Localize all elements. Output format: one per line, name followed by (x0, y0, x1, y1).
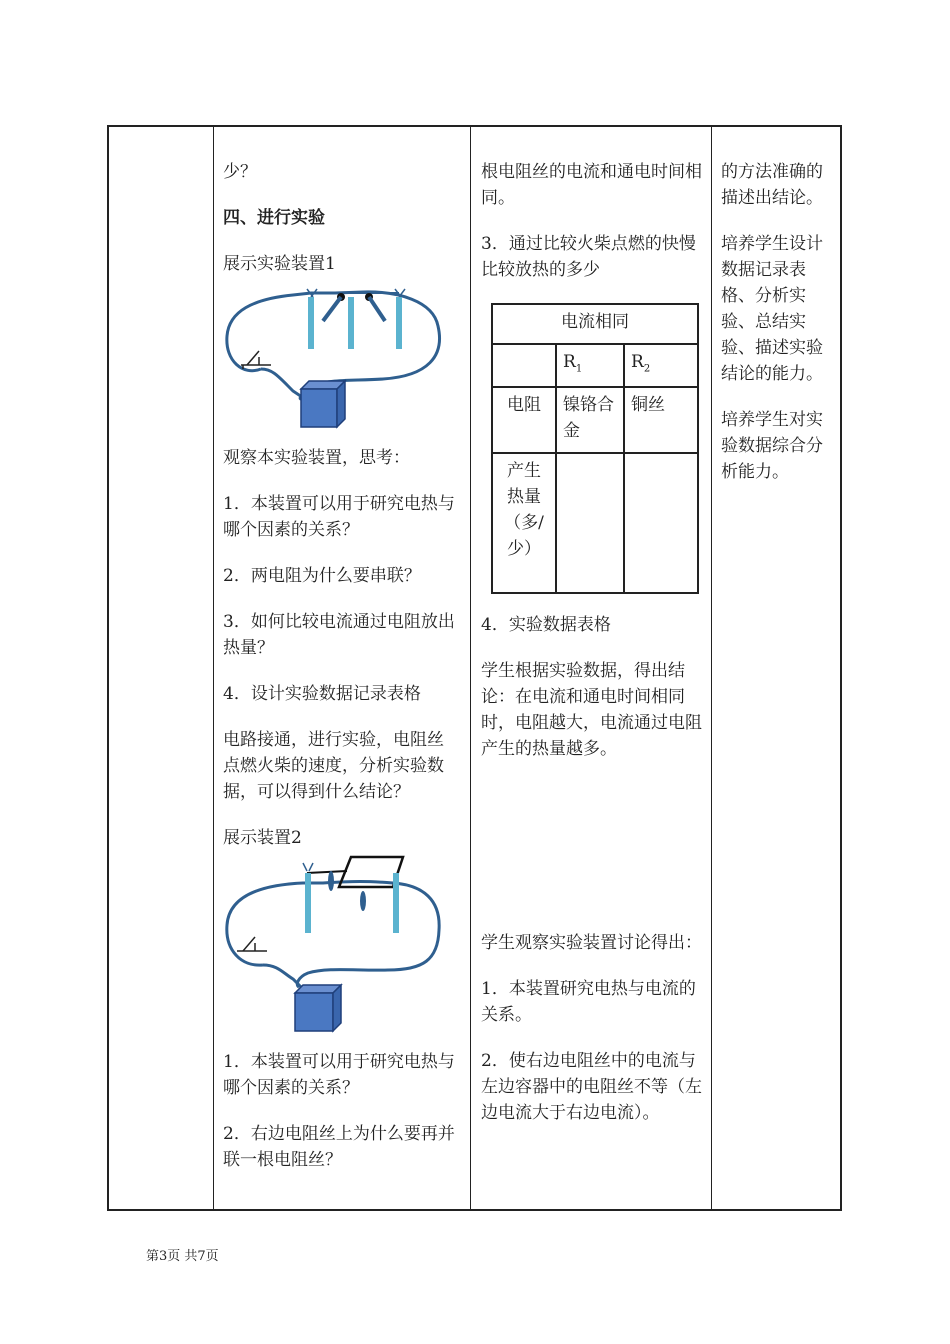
table-cell (556, 453, 624, 593)
clip-mark (303, 863, 307, 871)
apparatus-1-diagram (223, 281, 445, 431)
text-fragment: 少？ (223, 162, 257, 182)
r1-label: R (563, 352, 576, 372)
point-3: 3．通过比较火柴点燃的快慢比较放热的多少 (481, 234, 696, 280)
resistance-wire-rod (308, 297, 314, 349)
resistance-wire-rod (396, 297, 402, 349)
observe-text: 观察本实验装置，思考： (223, 448, 410, 468)
intent-1: 培养学生设计数据记录表格、分析实验、总结实验、描述实验结论的能力。 (721, 234, 823, 384)
answer-2: 2．使右边电阻丝中的电流与左边容器中的电阻丝不等（左边电流大于右边电流）。 (481, 1051, 702, 1124)
table-col-r2 (624, 344, 698, 387)
r1-subscript: 1 (575, 363, 583, 375)
intent-2: 培养学生对实验数据综合分析能力。 (721, 410, 823, 482)
match-stick (323, 297, 341, 321)
battery-box (295, 993, 333, 1031)
resistance-wire-rod (393, 873, 399, 933)
question-1: 1．本装置可以用于研究电热与哪个因素的关系？ (223, 494, 455, 540)
show-apparatus-1: 展示实验装置1 (223, 254, 336, 274)
battery-box-side (333, 985, 341, 1031)
clip-mark (309, 863, 313, 871)
section-heading: 四、进行实验 (223, 208, 325, 228)
battery-box-side (337, 381, 345, 427)
wire (261, 369, 305, 399)
question-3: 3．如何比较电流通过电阻放出热量？ (223, 612, 455, 658)
design-intent-cell (713, 127, 841, 1209)
question-2-1: 1．本装置可以用于研究电热与哪个因素的关系？ (223, 1052, 455, 1098)
resistance-wire-rod (348, 297, 354, 349)
r2-subscript: 2 (643, 363, 651, 375)
wire (227, 882, 439, 988)
cell-copper: 铜丝 (624, 387, 698, 453)
text-fragment: 的方法准确的描述出结论。 (721, 162, 823, 208)
spacer (481, 782, 707, 930)
switch-lever (243, 937, 255, 951)
page-footer: 第3页 共7页 (146, 1249, 219, 1264)
table-cell (492, 344, 556, 387)
match-stick (328, 871, 334, 891)
table-col-r1 (556, 344, 624, 387)
match-stick (360, 891, 366, 911)
question-2-2: 2．右边电阻丝上为什么要再并联一根电阻丝？ (223, 1124, 455, 1170)
wire (263, 965, 301, 987)
point-4: 4．实验数据表格 (481, 615, 611, 636)
column-divider (470, 127, 471, 1209)
connect-text: 电路接通，进行实验，电阻丝点燃火柴的速度，分析实验数据，可以得到什么结论？ (223, 730, 444, 802)
r2-label: R (631, 352, 644, 372)
record-table (491, 303, 699, 594)
resistance-wire-rod (305, 873, 311, 933)
row-label-heat: 产生热量（多/少） (492, 453, 556, 593)
wire (307, 871, 347, 873)
table-header: 电流相同 (492, 304, 698, 344)
column-divider (213, 127, 214, 1209)
conclusion-text: 学生根据实验数据，得出结论：在电流和通电时间相同时，电阻越大，电流通过电阻产生的热量越多。 (481, 661, 702, 760)
battery-box (301, 389, 337, 427)
student-activity-cell (473, 127, 711, 1209)
show-apparatus-2: 展示装置2 (223, 828, 302, 848)
table-cell (624, 453, 698, 593)
question-4: 4．设计实验数据记录表格 (223, 684, 421, 704)
question-2: 2．两电阻为什么要串联？ (223, 566, 421, 586)
column-divider (711, 127, 712, 1209)
switch-lever (247, 351, 259, 365)
lesson-table (107, 125, 842, 1211)
discuss-text: 学生观察实验装置讨论得出： (481, 933, 702, 954)
match-stick (369, 297, 385, 321)
teacher-activity-cell (215, 127, 465, 1209)
cell-nichrome: 镍铬合金 (556, 387, 624, 453)
text-fragment: 根电阻丝的电流和通电时间相同。 (481, 162, 702, 208)
answer-1: 1．本装置研究电热与电流的关系。 (481, 979, 696, 1026)
apparatus-2-diagram (223, 855, 445, 1035)
row-label-resistance: 电阻 (492, 387, 556, 453)
